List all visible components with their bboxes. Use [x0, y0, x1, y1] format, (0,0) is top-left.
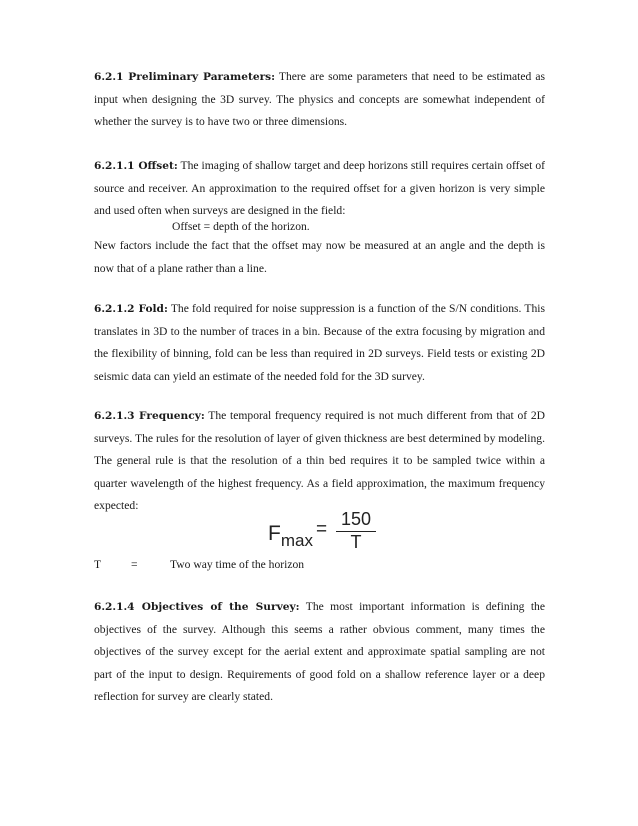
- section-text: The fold required for noise suppression is a function of the S/N conditions. This translates in 3D to the number of traces in a bin. Because of the extra focusing by migration and the flexibility of binning, fold can be less than required in 2D surveys. Field tests or existing 2D seismic data can yield an estimate of the needed fold for the 3D survey.: [94, 302, 545, 383]
- formula-denominator: T: [350, 532, 362, 552]
- section-frequency: [94, 405, 545, 518]
- section-preliminary-parameters: [94, 66, 545, 134]
- section-heading: 6.2.1 Preliminary Parameters:: [94, 71, 276, 83]
- section-heading: 6.2.1.1 Offset:: [94, 160, 178, 172]
- formula-subscript: max: [280, 531, 313, 550]
- section-text: The imaging of shallow target and deep horizons still requires certain offset of source and receiver. An approximation to the required offset for a given horizon is very simple and used often when surveys are designed in the field:: [94, 159, 545, 218]
- offset-formula: Offset = depth of the horizon.: [172, 220, 310, 233]
- section-fold: [94, 298, 545, 388]
- definition-equals: =: [131, 558, 138, 571]
- fmax-formula: [268, 510, 388, 554]
- formula-numerator: 150: [340, 509, 372, 529]
- section-text: There are some parameters that need to be estimated as input when designing the 3D survey. The physics and concepts are somewhat independent of whether the survey is to have two or three dimensions.: [94, 70, 545, 129]
- section-objectives: [94, 596, 545, 709]
- section-heading: 6.2.1.3 Frequency:: [94, 410, 205, 422]
- section-offset: [94, 155, 545, 223]
- section-heading: 6.2.1.4 Objectives of the Survey:: [94, 601, 300, 613]
- section-text: The most important information is defining the objectives of the survey. Although this seems a rather obvious comment, many times the objectives of the survey except for the aerial extent and approximate spatial sampling are not part of the input to design. Requirements of good fold on a shallow reference layer or a deep reflection for survey are clearly stated.: [94, 600, 545, 704]
- formula-lhs: $F_{max}$: [268, 522, 313, 550]
- formula-equals: =: [316, 519, 328, 540]
- definition-meaning: Two way time of the horizon: [170, 558, 305, 571]
- offset-followup-text: New factors include the fact that the offset may now be measured at an angle and the depth is now that of a plane rather than a line.: [94, 239, 545, 275]
- definition-symbol: T: [94, 558, 102, 571]
- section-heading: 6.2.1.2 Fold:: [94, 303, 168, 315]
- section-text: The temporal frequency required is not much different from that of 2D surveys. The rules for the resolution of layer of given thickness are best determined by modeling. The general rule is that the resolution of a thin bed requires it to be sampled twice within a quarter wavelength of the highest frequency. As a field approximation, the maximum frequency expected:: [94, 409, 546, 513]
